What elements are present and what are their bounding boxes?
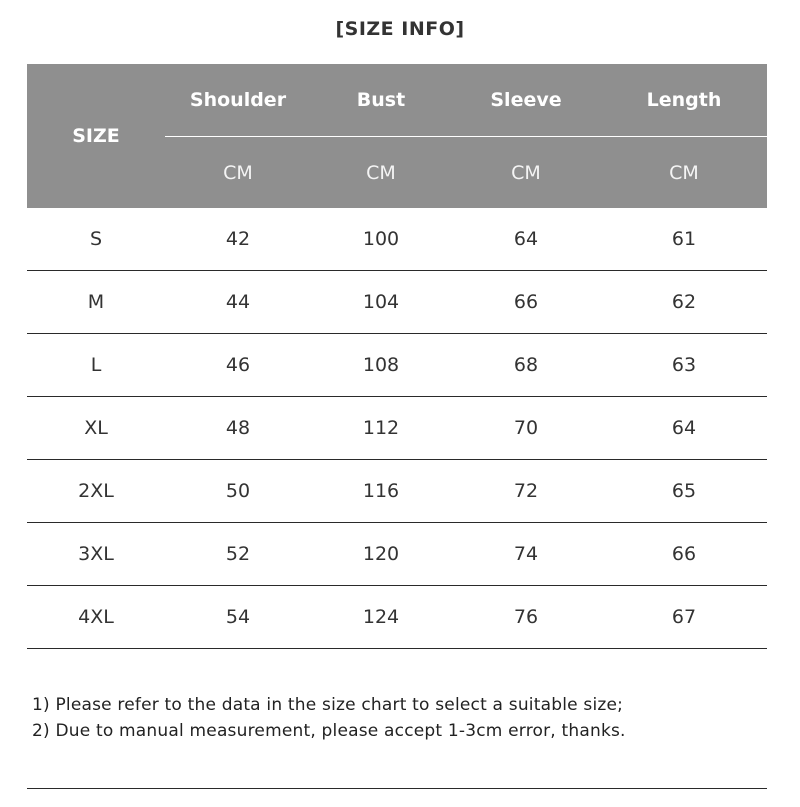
size-cell: L bbox=[90, 354, 102, 376]
table-row bbox=[27, 208, 767, 271]
sleeve-cell: 76 bbox=[513, 606, 539, 628]
size-cell: 4XL bbox=[78, 606, 114, 628]
column-header-sleeve: Sleeve bbox=[490, 89, 562, 111]
table-row bbox=[27, 460, 767, 523]
bust-cell: 104 bbox=[362, 291, 400, 313]
length-cell: 67 bbox=[671, 606, 697, 628]
shoulder-cell: 52 bbox=[225, 543, 251, 565]
table-row bbox=[27, 523, 767, 586]
bottom-divider bbox=[27, 788, 767, 789]
bust-cell: 112 bbox=[362, 417, 400, 439]
shoulder-cell: 44 bbox=[225, 291, 251, 313]
length-cell: 62 bbox=[671, 291, 697, 313]
unit-label-length: CM bbox=[669, 161, 699, 184]
size-notes bbox=[32, 692, 626, 744]
table-row bbox=[27, 334, 767, 397]
unit-label-shoulder: CM bbox=[223, 161, 253, 184]
bust-cell: 124 bbox=[362, 606, 400, 628]
bust-cell: 100 bbox=[362, 228, 400, 250]
shoulder-cell: 46 bbox=[225, 354, 251, 376]
shoulder-cell: 42 bbox=[225, 228, 251, 250]
size-cell: M bbox=[87, 291, 105, 313]
bust-cell: 116 bbox=[362, 480, 400, 502]
size-cell: 2XL bbox=[78, 480, 114, 502]
sleeve-cell: 64 bbox=[513, 228, 539, 250]
table-header bbox=[27, 64, 767, 208]
size-table bbox=[27, 64, 767, 649]
bust-cell: 120 bbox=[362, 543, 400, 565]
column-header-bust: Bust bbox=[356, 89, 406, 111]
sleeve-cell: 74 bbox=[513, 543, 539, 565]
shoulder-cell: 48 bbox=[225, 417, 251, 439]
bust-cell: 108 bbox=[362, 354, 400, 376]
unit-label-sleeve: CM bbox=[511, 161, 541, 184]
length-cell: 63 bbox=[671, 354, 697, 376]
column-header-shoulder: Shoulder bbox=[189, 89, 287, 111]
size-cell: 3XL bbox=[78, 543, 114, 565]
sleeve-cell: 70 bbox=[513, 417, 539, 439]
note-line: 2) Due to manual measurement, please accept 1-3cm error, thanks. bbox=[32, 721, 626, 741]
length-cell: 66 bbox=[671, 543, 697, 565]
shoulder-cell: 50 bbox=[225, 480, 251, 502]
length-cell: 65 bbox=[671, 480, 697, 502]
length-cell: 64 bbox=[671, 417, 697, 439]
note-line: 1) Please refer to the data in the size chart to select a suitable size; bbox=[32, 695, 624, 715]
shoulder-cell: 54 bbox=[225, 606, 251, 628]
size-cell: XL bbox=[84, 417, 108, 439]
size-cell: S bbox=[89, 228, 103, 250]
column-header-length: Length bbox=[646, 89, 722, 111]
table-row bbox=[27, 271, 767, 334]
length-cell: 61 bbox=[671, 228, 697, 250]
table-row bbox=[27, 586, 767, 649]
sleeve-cell: 66 bbox=[513, 291, 539, 313]
size-column-header: SIZE bbox=[72, 125, 120, 147]
page-title: [SIZE INFO] bbox=[335, 18, 465, 40]
sleeve-cell: 72 bbox=[513, 480, 539, 502]
table-row bbox=[27, 397, 767, 460]
unit-label-bust: CM bbox=[366, 161, 396, 184]
sleeve-cell: 68 bbox=[513, 354, 539, 376]
